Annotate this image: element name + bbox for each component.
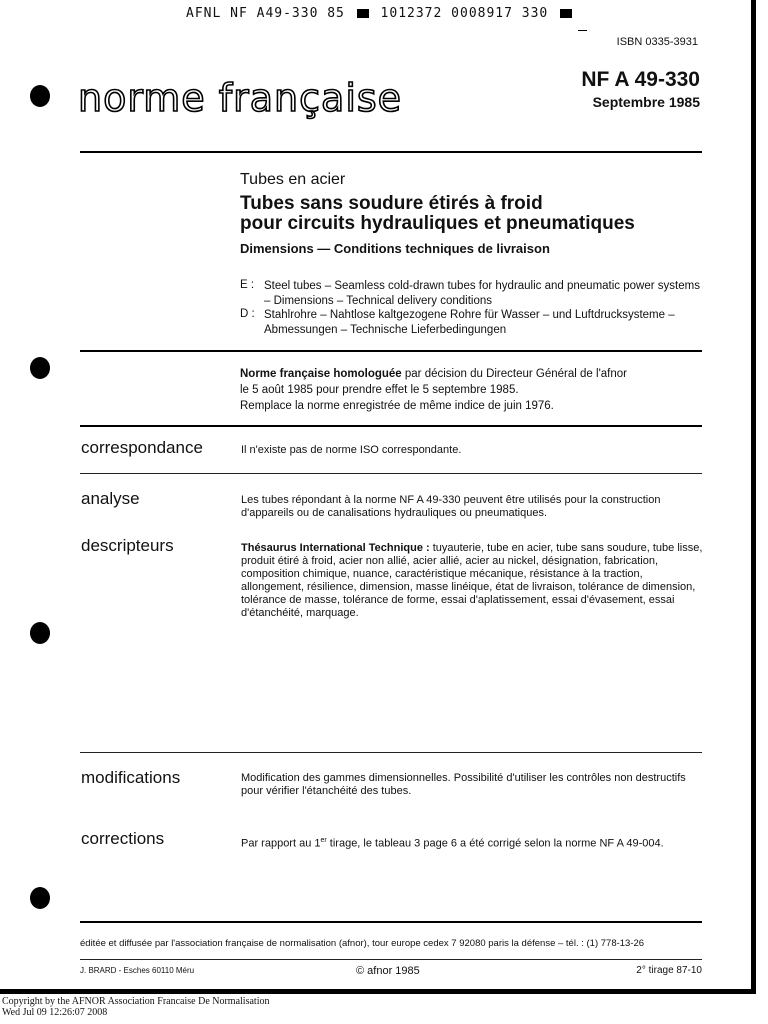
corrections-text-before: Par rapport au 1 <box>241 837 321 850</box>
section-label-modifications: modifications <box>81 768 181 787</box>
translation-text-de: Stahlrohre – Nahtlose kaltgezogene Rohre für Wasser – und Luftdrucksysteme – Abmessungen – Technische Lieferbedingungen <box>264 309 675 336</box>
divider <box>80 350 702 352</box>
descripteurs-keywords: tuyauterie, tube en acier, tube sans soudure, tube lisse, produit étiré à froid, acier non allié, acier allié, acier au nickel, désignation, fabrication, composition chimique, nuance, caractéristique mécanique, résistance à la traction, allongement, résilience, dimension, masse linéique, état de livraison, tolérance de dimension, tolérance de masse, tolérance de forme, essai d'aplatissement, essai d'évasement, essai d'étanchéité, marquage. <box>241 542 703 619</box>
main-title-line-1: Tubes sans soudure étirés à froid <box>240 193 543 214</box>
scan-header-left: AFNL NF A49-330 85 <box>186 6 345 21</box>
scan-copyright-line-1: Copyright by the AFNOR Association Francaise De Normalisation <box>2 996 270 1007</box>
scan-copyright-line-2: Wed Jul 09 12:26:07 2008 <box>2 1007 108 1018</box>
binder-hole <box>30 887 50 909</box>
divider <box>80 425 702 427</box>
homologation-line-1: par décision du Directeur Général de l'afnor <box>401 368 627 380</box>
divider <box>80 959 702 960</box>
scan-block-mark <box>560 9 572 18</box>
brand-title: norme française <box>78 76 403 120</box>
homologation-line-2: le 5 août 1985 pour prendre effet le 5 septembre 1985. <box>240 384 519 396</box>
copyright: © afnor 1985 <box>356 965 420 977</box>
publisher-line: éditée et diffusée par l'association française de normalisation (afnor), tour europe cedex 7 92080 paris la défense – tél. : (1) 778-13-26 <box>80 938 645 949</box>
binder-hole <box>30 622 50 644</box>
subtitle: Dimensions — Conditions techniques de livraison <box>240 241 550 256</box>
section-label-analyse: analyse <box>81 489 140 508</box>
divider <box>80 473 702 474</box>
section-label-correspondance: correspondance <box>81 438 203 457</box>
section-label-descripteurs: descripteurs <box>81 536 174 555</box>
section-text-analyse: Les tubes répondant à la norme NF A 49-330 peuvent être utilisés pour la construction d'appareils ou de canalisations hydrauliques ou pneumatiques. <box>241 494 661 519</box>
binder-hole <box>30 85 50 107</box>
norm-reference: NF A 49-330 <box>581 68 700 91</box>
scan-dash <box>578 30 587 31</box>
binder-hole <box>30 357 50 379</box>
main-title-line-2: pour circuits hydrauliques et pneumatiques <box>240 213 635 234</box>
isbn: ISBN 0335-3931 <box>616 36 698 48</box>
printer: J. BRARD - Esches 60110 Méru <box>80 966 195 975</box>
title-pre: Tubes en acier <box>240 171 346 188</box>
divider <box>80 921 702 923</box>
section-text-descripteurs <box>241 542 703 620</box>
homologation-line-3: Remplace la norme enregistrée de même indice de juin 1976. <box>240 400 554 412</box>
section-text-corrections <box>241 834 703 851</box>
printing-info: 2° tirage 87-10 <box>636 965 702 976</box>
scan-header-middle: 1012372 0008917 330 <box>380 6 549 21</box>
main-title <box>240 194 635 234</box>
translation-text-en: Steel tubes – Seamless cold-drawn tubes for hydraulic and pneumatic power systems – Dimensions – Technical delivery conditions <box>264 280 700 307</box>
divider <box>80 151 702 153</box>
norm-date: Septembre 1985 <box>592 94 700 110</box>
corrections-superscript: er <box>320 837 327 844</box>
homologation-bold: Norme française homologuée <box>240 368 402 380</box>
scan-block-mark <box>357 9 369 18</box>
scan-header <box>186 6 575 21</box>
divider <box>80 752 702 753</box>
section-label-corrections: corrections <box>81 829 165 848</box>
descripteurs-thesaurus-label: Thésaurus International Technique : <box>241 542 430 554</box>
section-text-modifications: Modification des gammes dimensionnelles. Possibilité d'utiliser les contrôles non destructifs pour vérifier l'étanchéité des tubes. <box>241 772 686 797</box>
translation-code-en: E : <box>240 279 255 291</box>
corrections-text-after: tirage, le tableau 3 page 6 a été corrigé selon la norme NF A 49-004. <box>326 837 664 850</box>
translation-code-de: D : <box>240 308 255 320</box>
section-text-correspondance: Il n'existe pas de norme ISO correspondante. <box>241 444 462 456</box>
scan-copyright <box>2 996 269 1018</box>
homologation <box>240 366 700 414</box>
